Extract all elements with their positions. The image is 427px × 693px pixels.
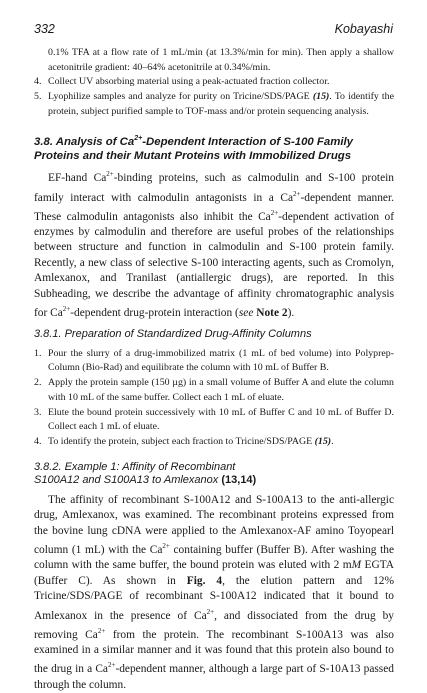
procedure-list	[34, 347, 394, 450]
list-item-continuation: 0.1% TFA at a flow rate of 1 mL/min (at 13.3%/min for min). Then apply a shallow acetonitrile gradient: 40–64% acetonitrile at 0.34%/min.	[48, 47, 394, 73]
page-number: 332	[34, 22, 55, 36]
paragraph: EF-hand $Ca^{2+}$-binding proteins, such as calmodulin and S-100 protein family interact with calmodulin antagonists in a $Ca^{2+}$-dependent manner. These calmodulin antagonists also inhibit the $Ca^{2+}$-dependent activation of enzymes by calmodulin and therefore are useful probes of the relationships between structure and function in calmodulin and S-100 protein family. Recently, a new class of selective S-100 interacting agents, such as Cromolyn, Amlexanox, and Tranilast (antiallergic drugs), are reported. In this Subheading, we describe the advantage of affinity chromatographic analysis for $Ca^{2+}$-dependent drug-protein interaction (see Note 2).	[34, 170, 395, 319]
page-body	[34, 46, 394, 693]
note-reference: Note 2	[256, 306, 288, 319]
figure-reference: Fig. 4	[186, 574, 223, 587]
citation: (13,14)	[221, 474, 257, 487]
citation: (15)	[312, 91, 330, 103]
subsection-heading: 3.8.2. Example 1: Affinity of Recombinant S100A12 and S100A13 to Amlexanox (13,14)	[34, 460, 257, 487]
list-item: 4. To identify the protein, subject each fraction to Tricine/SDS/PAGE (15).	[34, 435, 334, 447]
top-list	[34, 46, 394, 120]
paragraph: The affinity of recombinant S-100A12 and S-100A13 to the anti-allergic drug, Amlexanox, was examined. The recombinant proteins expressed from the bovine lung cDNA were applied to the Amlexanox-AF amino Toyopearl column (1 mL) with the $Ca^{2+}$ containing buffer (Buffer B). After washing the column with the same buffer, the bound protein was eluted with 2 mM EGTA (Buffer C). As shown in Fig. 4, the elution pattern and 12% Tricine/SDS/PAGE of recombinant S-100A12 indicated that it bound to Amlexanox in the presence of $Ca^{2+}$, and dissociated from the drug by removing $Ca^{2+}$ from the protein. The recombinant S-100A13 was also examined in a similar manner and it was found that this protein also bound to the drug in a $Ca^{2+}$-dependent manner, although a large part of S-10A13 passed through the column.	[34, 493, 395, 691]
list-item: 4. Collect UV absorbing material using a peak-actuated fraction collector.	[34, 76, 330, 88]
section-heading: 3.8. Analysis of $Ca^{2+}$-Dependent Interaction of S-100 Family Proteins and their Mutant Proteins with Immobilized Drugs	[34, 134, 354, 162]
subsection-heading: 3.8.1. Preparation of Standardized Drug-Affinity Columns	[34, 328, 312, 341]
list-item: 2. Apply the protein sample (150 µg) in a small volume of Buffer A and elute the column with 10 mL of the same buffer. Collect each 1 mL of eluate.	[34, 377, 394, 403]
citation: (15)	[314, 435, 332, 447]
list-item: 1. Pour the slurry of a drug-immobilized matrix (1 mL of bed volume) into Polyprep-Column (Bio-Rad) and equilibrate the column with 10 mL of Buffer B.	[34, 347, 394, 374]
list-item: 5. Lyophilize samples and analyze for purity on Tricine/SDS/PAGE (15). To identify the protein, subject purified sample to TOF-mass and/or protein sequencing analysis.	[34, 91, 394, 117]
running-title: Kobayashi	[334, 22, 393, 36]
running-header	[34, 22, 393, 38]
list-item: 3. Elute the bound protein successively with 10 mL of Buffer C and 10 mL of Buffer D. Collect each 1 mL of eluate.	[34, 406, 394, 433]
